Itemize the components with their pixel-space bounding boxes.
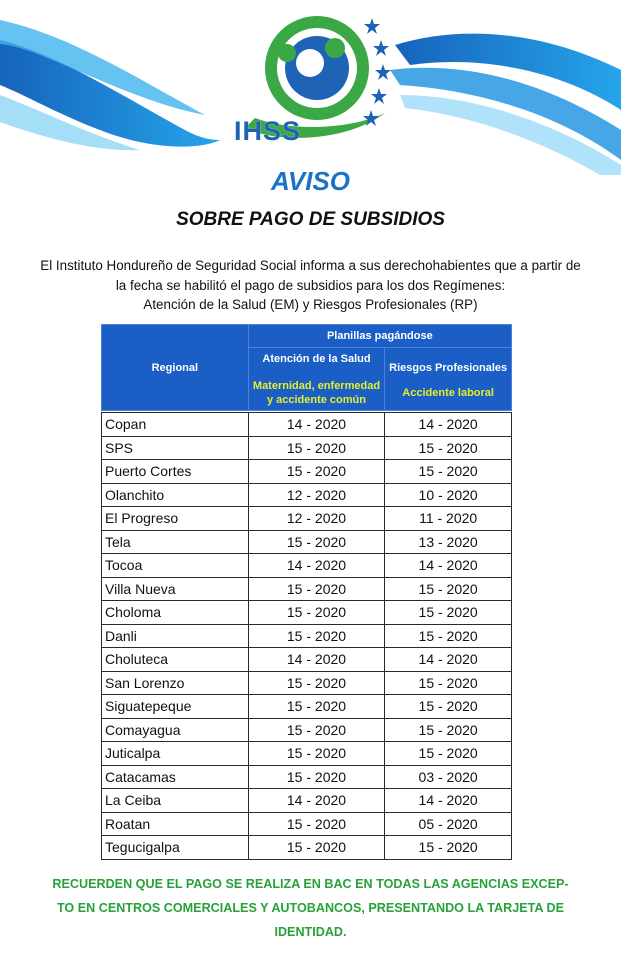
region-cell: Villa Nueva	[102, 577, 249, 601]
rp-cell: 10 - 2020	[385, 483, 512, 507]
table-row	[102, 742, 512, 766]
region-cell: Comayagua	[102, 718, 249, 742]
region-cell: El Progreso	[102, 507, 249, 531]
em-cell: 15 - 2020	[248, 530, 385, 554]
rp-cell: 15 - 2020	[385, 671, 512, 695]
header-rp-title: Riesgos Profesionales	[389, 362, 508, 374]
page-subtitle: SOBRE PAGO DE SUBSIDIOS	[176, 209, 445, 230]
header-em	[248, 348, 385, 411]
table-row	[102, 695, 512, 719]
rp-cell: 14 - 2020	[385, 413, 512, 437]
em-cell: 15 - 2020	[248, 460, 385, 484]
em-cell: 15 - 2020	[248, 624, 385, 648]
footer-notice	[20, 872, 601, 944]
rp-cell: 15 - 2020	[385, 624, 512, 648]
header-planillas: Planillas pagándose	[248, 325, 511, 348]
em-cell: 15 - 2020	[248, 436, 385, 460]
table-row	[102, 554, 512, 578]
header-rp-sub: Accidente laboral	[385, 387, 511, 399]
logo-text: IHSS	[234, 116, 302, 146]
table-row	[102, 413, 512, 437]
table-row	[102, 789, 512, 813]
rp-cell: 15 - 2020	[385, 601, 512, 625]
em-cell: 14 - 2020	[248, 554, 385, 578]
em-cell: 15 - 2020	[248, 577, 385, 601]
table-row	[102, 836, 512, 860]
em-cell: 14 - 2020	[248, 789, 385, 813]
em-cell: 15 - 2020	[248, 742, 385, 766]
em-cell: 15 - 2020	[248, 695, 385, 719]
rp-cell: 15 - 2020	[385, 742, 512, 766]
region-cell: Puerto Cortes	[102, 460, 249, 484]
table-row	[102, 671, 512, 695]
table-row	[102, 648, 512, 672]
region-cell: Choloma	[102, 601, 249, 625]
intro-line: Atención de la Salud (EM) y Riesgos Profesionales (RP)	[143, 297, 478, 312]
intro-paragraph	[30, 256, 591, 315]
rp-cell: 14 - 2020	[385, 554, 512, 578]
region-cell: Tegucigalpa	[102, 836, 249, 860]
rp-cell: 15 - 2020	[385, 436, 512, 460]
rp-cell: 13 - 2020	[385, 530, 512, 554]
table-row	[102, 601, 512, 625]
region-cell: Roatan	[102, 812, 249, 836]
region-cell: Siguatepeque	[102, 695, 249, 719]
rp-cell: 15 - 2020	[385, 460, 512, 484]
table-row	[102, 530, 512, 554]
em-cell: 14 - 2020	[248, 413, 385, 437]
rp-cell: 03 - 2020	[385, 765, 512, 789]
header-em-sub-line: y accidente común	[266, 394, 366, 406]
table-row	[102, 765, 512, 789]
table-row	[102, 460, 512, 484]
header-em-sub	[249, 379, 385, 407]
region-cell: SPS	[102, 436, 249, 460]
em-cell: 12 - 2020	[248, 483, 385, 507]
header-em-sub-line: Maternidad, enfermedad	[252, 380, 381, 392]
em-cell: 14 - 2020	[248, 648, 385, 672]
table-row	[102, 483, 512, 507]
region-cell: Juticalpa	[102, 742, 249, 766]
table-row	[102, 507, 512, 531]
em-cell: 15 - 2020	[248, 718, 385, 742]
rp-cell: 11 - 2020	[385, 507, 512, 531]
region-cell: Tela	[102, 530, 249, 554]
table-row	[102, 436, 512, 460]
table-row	[102, 577, 512, 601]
page-title: AVISO	[271, 166, 350, 196]
em-cell: 15 - 2020	[248, 765, 385, 789]
region-cell: San Lorenzo	[102, 671, 249, 695]
region-cell: Danli	[102, 624, 249, 648]
em-cell: 15 - 2020	[248, 836, 385, 860]
table-row	[102, 624, 512, 648]
header-regional: Regional	[102, 325, 249, 411]
intro-line: la fecha se habilitó el pago de subsidios para los dos Regímenes:	[115, 277, 506, 293]
table-row	[102, 718, 512, 742]
table-row	[102, 812, 512, 836]
payment-schedule-table	[101, 324, 512, 860]
em-cell: 15 - 2020	[248, 601, 385, 625]
header-rp	[385, 348, 512, 411]
em-cell: 15 - 2020	[248, 671, 385, 695]
region-cell: Choluteca	[102, 648, 249, 672]
rp-cell: 15 - 2020	[385, 836, 512, 860]
header-em-title: Atención de la Salud	[262, 353, 371, 365]
region-cell: La Ceiba	[102, 789, 249, 813]
footer-line: TO EN CENTROS COMERCIALES Y AUTOBANCOS, PRESENTANDO LA TARJETA DE	[56, 901, 565, 915]
region-cell: Olanchito	[102, 483, 249, 507]
rp-cell: 14 - 2020	[385, 789, 512, 813]
region-cell: Tocoa	[102, 554, 249, 578]
rp-cell: 14 - 2020	[385, 648, 512, 672]
footer-line: RECUERDEN QUE EL PAGO SE REALIZA EN BAC EN TODAS LAS AGENCIAS EXCEP-	[52, 877, 569, 891]
region-cell: Catacamas	[102, 765, 249, 789]
region-cell: Copan	[102, 413, 249, 437]
footer-line: IDENTIDAD.	[274, 925, 347, 939]
em-cell: 12 - 2020	[248, 507, 385, 531]
rp-cell: 05 - 2020	[385, 812, 512, 836]
rp-cell: 15 - 2020	[385, 577, 512, 601]
em-cell: 15 - 2020	[248, 812, 385, 836]
rp-cell: 15 - 2020	[385, 718, 512, 742]
intro-line: El Instituto Hondureño de Seguridad Social informa a sus derechohabientes que a partir de	[40, 258, 581, 273]
rp-cell: 15 - 2020	[385, 695, 512, 719]
